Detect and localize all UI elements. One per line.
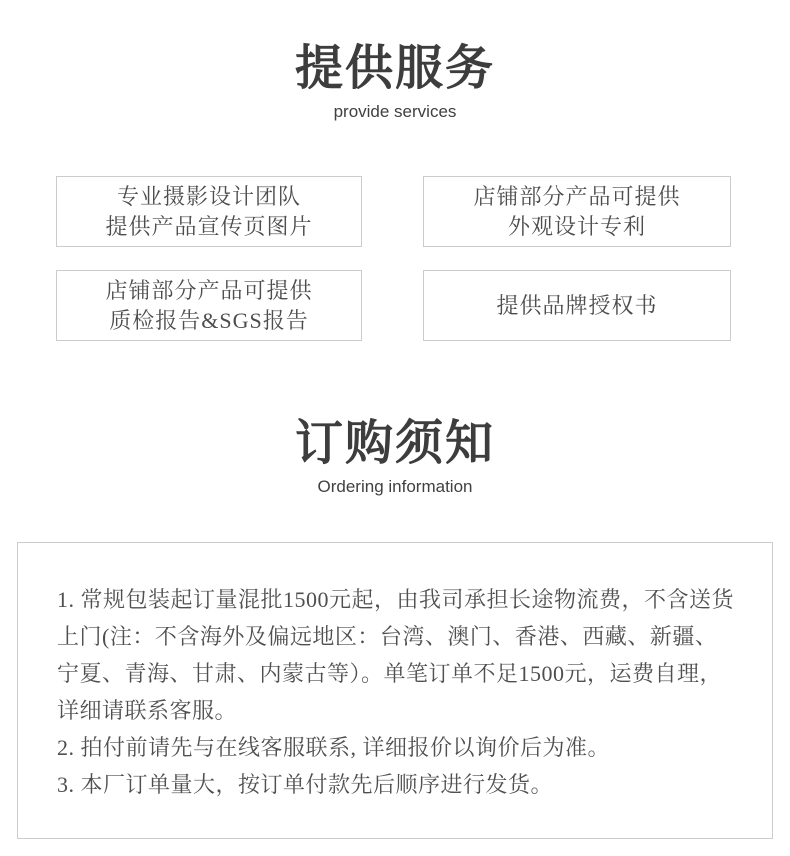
service-box-line: 店铺部分产品可提供 bbox=[105, 277, 313, 303]
note-line: 2. 拍付前请先与在线客服联系, 详细报价以询价后为准。 bbox=[57, 735, 611, 760]
service-box-line: 专业摄影设计团队 bbox=[116, 183, 301, 209]
note-line: 上门(注：不含海外及偏远地区：台湾、澳门、香港、西藏、新疆、 bbox=[57, 624, 718, 649]
service-box-line: 店铺部分产品可提供 bbox=[473, 183, 681, 209]
service-box-photography-team bbox=[56, 176, 362, 247]
note-line: 详细请联系客服。 bbox=[57, 698, 238, 723]
ordering-section-subtitle: Ordering information bbox=[317, 477, 473, 496]
service-box-line: 提供品牌授权书 bbox=[496, 292, 658, 318]
services-grid bbox=[56, 176, 731, 341]
ordering-notes-box bbox=[17, 542, 773, 839]
service-box-brand-authorization bbox=[423, 270, 731, 341]
service-box-quality-report bbox=[56, 270, 362, 341]
service-box-line: 外观设计专利 bbox=[507, 213, 646, 239]
services-section-title: 提供服务 bbox=[294, 42, 495, 95]
service-box-line: 提供产品宣传页图片 bbox=[105, 213, 313, 239]
ordering-section-title: 订购须知 bbox=[294, 417, 495, 470]
note-line: 1. 常规包装起订量混批1500元起，由我司承担长途物流费，不含送货 bbox=[57, 587, 735, 612]
note-line: 宁夏、青海、甘肃、内蒙古等）。单笔订单不足1500元，运费自理， bbox=[57, 661, 723, 686]
note-line: 3. 本厂订单量大，按订单付款先后顺序进行发货。 bbox=[57, 772, 554, 797]
service-box-line: 质检报告&SGS报告 bbox=[109, 307, 309, 333]
service-box-design-patent bbox=[423, 176, 731, 247]
services-section-subtitle: provide services bbox=[333, 102, 457, 121]
